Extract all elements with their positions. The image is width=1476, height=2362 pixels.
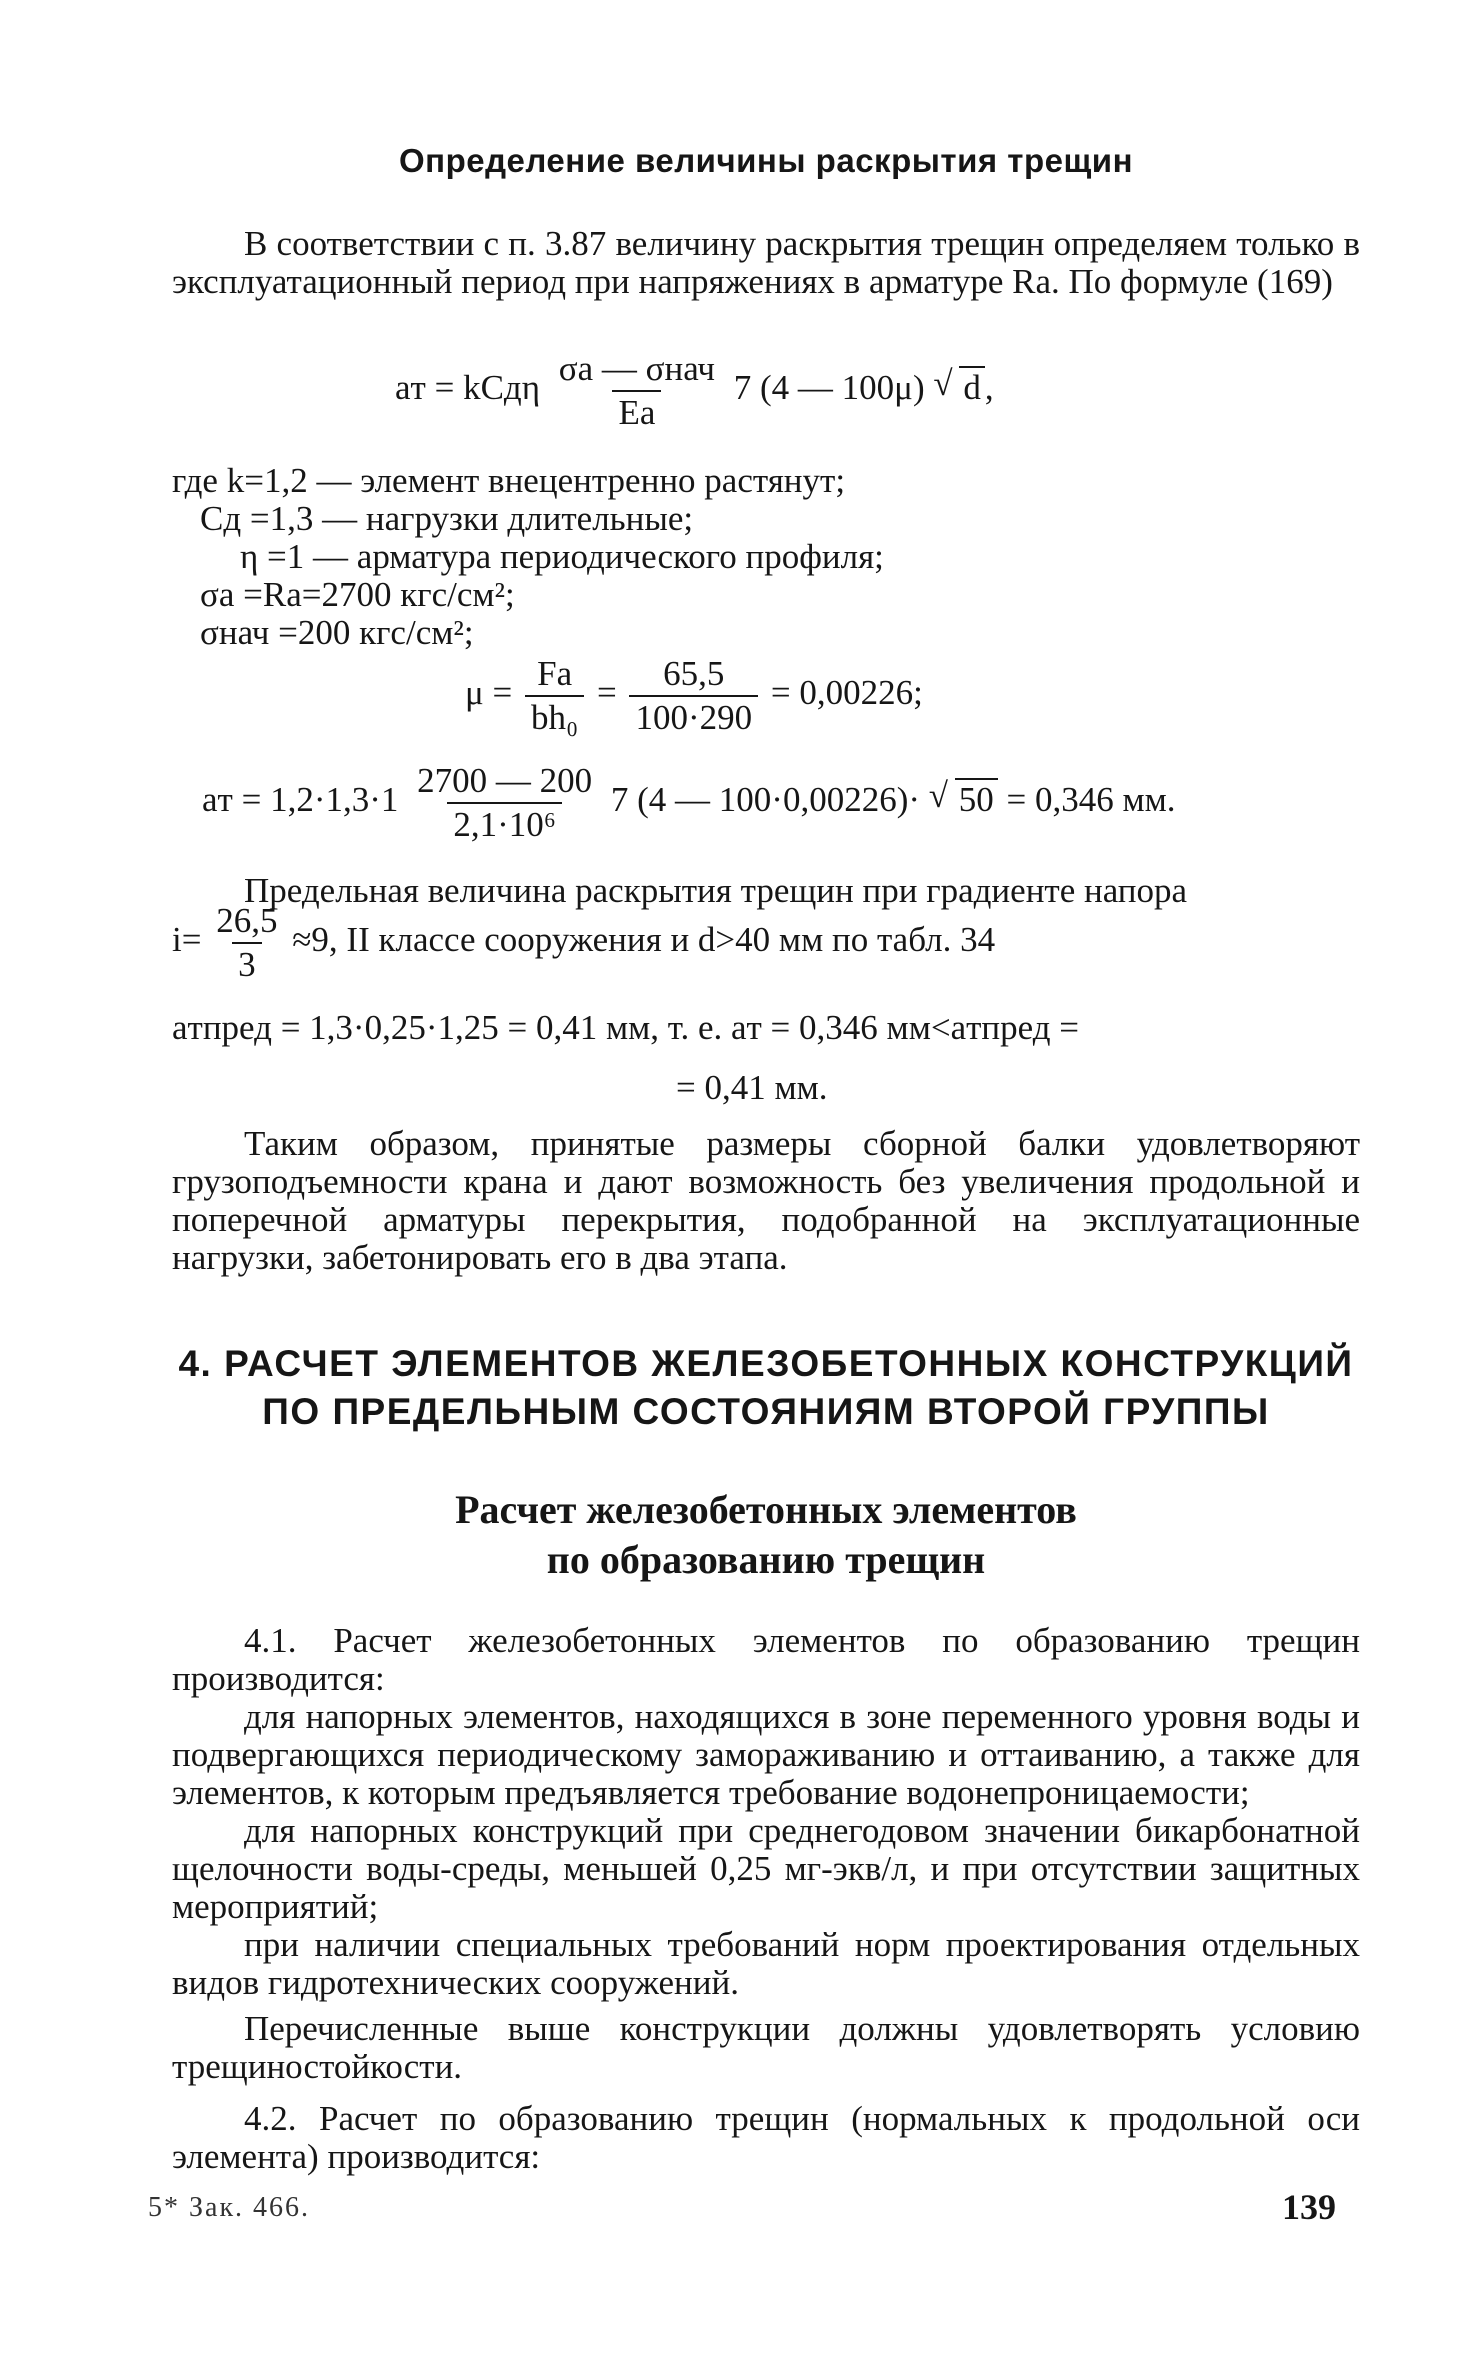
radicand: 50: [955, 778, 998, 819]
radical-icon: √: [928, 776, 948, 816]
fraction-denominator: 3: [232, 942, 262, 984]
fraction-denominator: Eа: [612, 390, 661, 432]
subsection-title-line-2: по образованию трещин: [546, 1537, 986, 1582]
at-tail: 7 (4 — 100·0,00226)·: [610, 780, 921, 820]
fraction-numerator: 2700 — 200: [417, 761, 593, 800]
paragraph-4-1-d: Перечисленные выше конструкции должны удовлетворять условию трещиностойкости.: [172, 2009, 1360, 2086]
limit-paragraph-1: Предельная величина раскрытия трещин при градиенте напора: [244, 871, 1188, 910]
limit-equation-line-2: = 0,41 мм.: [676, 1068, 828, 1107]
variable-line: Cд =1,3 — нагрузки длительные;: [200, 499, 694, 538]
fraction-denominator: 2,1·10⁶: [447, 802, 562, 844]
limit-paragraph-2: [172, 902, 995, 984]
intro-paragraph: В соответствии с п. 3.87 величину раскрытия трещин определяем только в эксплуатационный период при напряжениях в арматуре Rа. По формуле (169): [172, 224, 1360, 301]
fraction-numerator: σа — σнач: [558, 349, 716, 388]
mu-fraction-2: [629, 655, 758, 737]
subsection-title-line-1: Расчет железобетонных элементов: [455, 1487, 1077, 1532]
paragraph-4-1-c: при наличии специальных требований норм проектирования отдельных видов гидротехнических сооружений.: [172, 1925, 1360, 2002]
paragraph-4-1: 4.1. Расчет железобетонных элементов по образованию трещин производится:: [172, 1621, 1360, 1698]
variable-line: σнач =200 кгс/см²;: [200, 613, 474, 652]
subsection-title: [172, 1485, 1360, 1585]
mu-result: = 0,00226;: [770, 673, 923, 713]
fraction-denominator: 100·290: [629, 695, 758, 737]
fraction-numerator: 65,5: [663, 654, 725, 693]
formula-end: ,: [984, 368, 994, 408]
variable-line: где k=1,2 — элемент внецентренно растянут;: [172, 461, 846, 500]
variables-list: [172, 462, 884, 652]
gradient-rest: ≈9, II классе сооружения и d>40 мм по табл. 34: [292, 920, 996, 960]
at-lhs: aт = 1,2·1,3·1: [202, 780, 399, 820]
limit-equation-line-1: aтпред = 1,3·0,25·1,25 = 0,41 мм, т. е. aт = 0,346 мм<aтпред =: [172, 1008, 1080, 1047]
formula-tail: 7 (4 — 100μ): [733, 368, 925, 408]
at-result: = 0,346 мм.: [1006, 780, 1176, 820]
print-order-note: 5* Зак. 466.: [148, 2192, 311, 2223]
paragraph-4-1-a: для напорных элементов, находящихся в зоне переменного уровня воды и подвергающихся периодическому замораживанию и оттаиванию, а также для элементов, к которым предъявляется требование водонепроницаемости;: [172, 1697, 1360, 1812]
crack-width-formula: [395, 350, 994, 432]
section-4-body: [172, 1622, 1360, 2176]
radical-icon: √: [933, 364, 953, 404]
section-4-title: [172, 1340, 1360, 1436]
mu-formula: [465, 655, 923, 737]
fraction-numerator: 26,5: [216, 901, 278, 940]
mu-fraction-1: [525, 655, 584, 737]
variable-line: η =1 — арматура периодического профиля;: [240, 537, 884, 576]
conclusion-paragraph: Таким образом, принятые размеры сборной балки удовлетворяют грузоподъемности крана и дают возможность без увеличения продольной и поперечной арматуры перекрытия, подобранной на эксплуатационные нагрузки, забетонировать его в два этапа.: [172, 1124, 1360, 1277]
radicand: d: [959, 366, 985, 407]
gradient-lhs: i=: [172, 920, 202, 960]
sqrt-d: [933, 364, 985, 408]
variable-line: σа =Rа=2700 кгс/см²;: [200, 575, 515, 614]
paragraph-4-2: 4.2. Расчет по образованию трещин (нормальных к продольной оси элемента) производится:: [172, 2099, 1360, 2176]
formula-fraction: [553, 350, 721, 432]
equals-sign: =: [596, 673, 617, 713]
sqrt-50: [928, 776, 998, 820]
section-title-line-2: ПО ПРЕДЕЛЬНЫМ СОСТОЯНИЯМ ВТОРОЙ ГРУППЫ: [262, 1391, 1270, 1432]
mu-lhs: μ =: [465, 673, 513, 713]
section-title-line-1: 4. РАСЧЕТ ЭЛЕМЕНТОВ ЖЕЛЕЗОБЕТОННЫХ КОНСТРУКЦИЙ: [178, 1343, 1354, 1384]
fraction-numerator: Fа: [537, 654, 573, 693]
at-fraction: [411, 762, 598, 844]
fraction-denominator: bh₀: [525, 695, 584, 737]
gradient-fraction: [210, 902, 283, 984]
paragraph-4-1-b: для напорных конструкций при среднегодовом значении бикарбонатной щелочности воды-среды, меньшей 0,25 мг-экв/л, и при отсутствии защитных мероприятий;: [172, 1811, 1360, 1926]
formula-lhs: aт = kCдη: [395, 368, 541, 408]
section-heading: Определение величины раскрытия трещин: [398, 142, 1134, 179]
page-number: 139: [1282, 2187, 1336, 2227]
at-formula: [202, 762, 1176, 844]
